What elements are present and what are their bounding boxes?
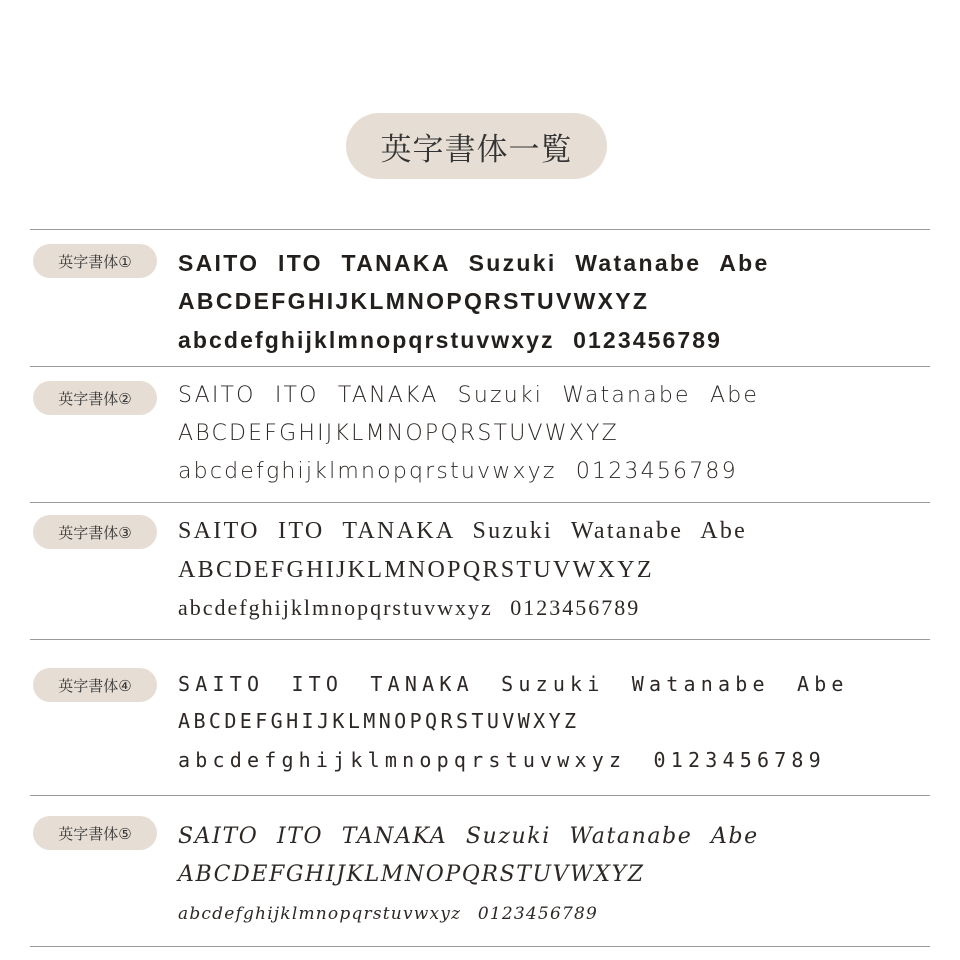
divider <box>30 795 930 796</box>
sample-uppercase: ABCDEFGHIJKLMNOPQRSTUVWXYZ <box>178 421 619 446</box>
sample-uppercase: ABCDEFGHIJKLMNOPQRSTUVWXYZ <box>178 862 645 887</box>
divider <box>30 639 930 640</box>
divider <box>30 502 930 503</box>
sample-uppercase: ABCDEFGHIJKLMNOPQRSTUVWXYZ <box>178 709 580 733</box>
page-title: 英字書体一覧 <box>346 113 607 179</box>
divider <box>30 946 930 947</box>
font-label-4: 英字書体④ <box>33 668 157 702</box>
sample-lowercase-digits: abcdefghijklmnopqrstuvwxyz 0123456789 <box>178 748 826 772</box>
sample-lowercase-digits: abcdefghijklmnopqrstuvwxyz 0123456789 <box>178 595 641 620</box>
font-label-5: 英字書体⑤ <box>33 816 157 850</box>
font-label-3: 英字書体③ <box>33 515 157 549</box>
sample-uppercase: ABCDEFGHIJKLMNOPQRSTUVWXYZ <box>178 288 650 314</box>
sample-names: SAITO ITO TANAKA Suzuki Watanabe Abe <box>178 250 770 276</box>
font-label-2: 英字書体② <box>33 381 157 415</box>
divider <box>30 229 930 230</box>
sample-names: SAITO ITO TANAKA Suzuki Watanabe Abe <box>178 383 760 408</box>
font-label-1: 英字書体① <box>33 244 157 278</box>
sample-names: SAITO ITO TANAKA Suzuki Watanabe Abe <box>178 824 759 849</box>
sample-names: SAITO ITO TANAKA Suzuki Watanabe Abe <box>178 672 849 696</box>
sample-lowercase-digits: abcdefghijklmnopqrstuvwxyz 0123456789 <box>178 904 599 924</box>
sample-uppercase: ABCDEFGHIJKLMNOPQRSTUVWXYZ <box>178 557 654 583</box>
sample-names: SAITO ITO TANAKA Suzuki Watanabe Abe <box>178 518 748 544</box>
divider <box>30 366 930 367</box>
sample-lowercase-digits: abcdefghijklmnopqrstuvwxyz 0123456789 <box>178 327 723 353</box>
sample-lowercase-digits: abcdefghijklmnopqrstuvwxyz 0123456789 <box>178 459 738 484</box>
